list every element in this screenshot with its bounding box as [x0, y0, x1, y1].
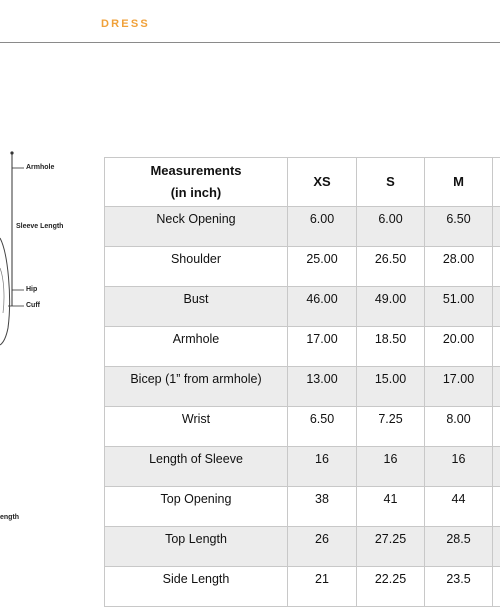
table-row [105, 527, 500, 567]
measurement-label: Bust [105, 287, 288, 327]
size-value-s: 18.50 [357, 327, 425, 367]
size-value-xs: 38 [288, 487, 357, 527]
measurement-label: Shoulder [105, 247, 288, 287]
size-value-s: 15.00 [357, 367, 425, 407]
header-divider [0, 42, 500, 43]
size-header-overflow [493, 158, 500, 207]
measurement-label: Wrist [105, 407, 288, 447]
measurements-header-title: Measurements [150, 163, 242, 178]
size-value-xs: 26 [288, 527, 357, 567]
table-row [105, 327, 500, 367]
cuff-label: Cuff [26, 302, 40, 309]
sleeve-length-label: Sleeve Length [16, 223, 64, 230]
table-row [105, 247, 500, 287]
garment-sketch [0, 148, 100, 548]
size-value-m: 51.00 [425, 287, 493, 327]
table-row [105, 567, 500, 607]
overflow-cell [493, 367, 500, 407]
size-value-s: 22.25 [357, 567, 425, 607]
overflow-cell [493, 327, 500, 367]
measurement-label: Bicep (1” from armhole) [105, 367, 288, 407]
size-value-s: 41 [357, 487, 425, 527]
hip-label: Hip [26, 286, 38, 293]
size-header-s: S [357, 158, 425, 207]
size-value-m: 28.5 [425, 527, 493, 567]
overflow-cell [493, 447, 500, 487]
size-value-m: 6.50 [425, 207, 493, 247]
size-value-s: 27.25 [357, 527, 425, 567]
length-label: ength [0, 514, 20, 521]
size-value-s: 26.50 [357, 247, 425, 287]
measurement-label: Side Length [105, 567, 288, 607]
measurement-label: Neck Opening [105, 207, 288, 247]
overflow-cell [493, 207, 500, 247]
overflow-cell [493, 407, 500, 447]
armhole-label: Armhole [26, 164, 55, 171]
size-value-m: 17.00 [425, 367, 493, 407]
size-value-xs: 16 [288, 447, 357, 487]
size-value-m: 16 [425, 447, 493, 487]
overflow-cell [493, 287, 500, 327]
overflow-cell [493, 487, 500, 527]
overflow-cell [493, 527, 500, 567]
size-value-xs: 21 [288, 567, 357, 607]
size-value-xs: 13.00 [288, 367, 357, 407]
table-row [105, 207, 500, 247]
measurement-label: Armhole [105, 327, 288, 367]
size-value-s: 49.00 [357, 287, 425, 327]
size-value-xs: 6.00 [288, 207, 357, 247]
measurement-label: Top Length [105, 527, 288, 567]
size-value-xs: 46.00 [288, 287, 357, 327]
size-value-m: 8.00 [425, 407, 493, 447]
measurement-label: Top Opening [105, 487, 288, 527]
dress-tab[interactable]: DRESS [101, 18, 150, 30]
measurement-label: Length of Sleeve [105, 447, 288, 487]
table-row [105, 447, 500, 487]
table-row [105, 407, 500, 447]
size-value-xs: 17.00 [288, 327, 357, 367]
size-value-m: 28.00 [425, 247, 493, 287]
size-value-s: 16 [357, 447, 425, 487]
overflow-cell [493, 567, 500, 607]
overflow-cell [493, 247, 500, 287]
sleeve-drawing [0, 148, 100, 548]
size-header-xs: XS [288, 158, 357, 207]
size-value-s: 6.00 [357, 207, 425, 247]
measurements-header [105, 158, 288, 207]
size-header-m: M [425, 158, 493, 207]
table-row [105, 487, 500, 527]
size-value-m: 44 [425, 487, 493, 527]
table-header-row [105, 158, 500, 207]
table-row [105, 367, 500, 407]
table-row [105, 287, 500, 327]
size-value-m: 20.00 [425, 327, 493, 367]
size-value-m: 23.5 [425, 567, 493, 607]
size-value-s: 7.25 [357, 407, 425, 447]
size-value-xs: 25.00 [288, 247, 357, 287]
measurements-header-unit: (in inch) [170, 185, 222, 200]
size-chart-table [104, 157, 500, 607]
size-value-xs: 6.50 [288, 407, 357, 447]
